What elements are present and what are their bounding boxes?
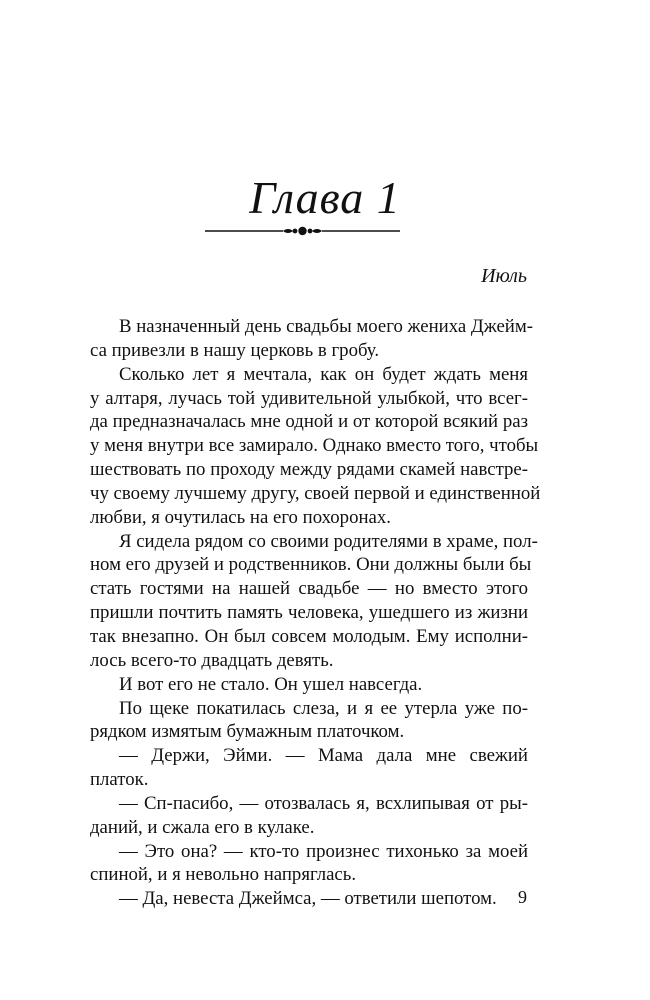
text-line: у меня внутри все замирало. Однако вместо того, чтобы (90, 435, 539, 457)
text-line: так внезапно. Он был совсем молодым. Ему исполни- (90, 625, 528, 647)
text-line: Я сидела рядом со своими родителями в храме, пол- (119, 530, 538, 552)
paragraph (90, 840, 528, 888)
paragraph (90, 697, 528, 745)
text-line: шествовать по проходу между рядами скамей навстре- (90, 459, 528, 481)
text-line: — Держи, Эйми. — Мама дала мне свежий (119, 745, 528, 767)
text-line: платок. (90, 769, 149, 791)
paragraph (90, 792, 528, 840)
text-line: лось всего-то двадцать девять. (90, 649, 334, 671)
date-heading: Июль (481, 265, 527, 287)
ornament-divider-icon (205, 224, 400, 238)
text-line: — Это она? — кто-то произнес тихонько за моей (119, 840, 528, 862)
paragraph (90, 363, 541, 530)
text-line: По щеке покатилась слеза, и я ее утерла уже по- (119, 697, 528, 719)
text-line: — Сп-пасибо, — отозвалась я, всхлипывая от ры- (119, 792, 528, 814)
text-line: у алтаря, лучась той удивительной улыбкой, что всег- (90, 387, 528, 409)
text-line: ном его друзей и родственников. Они должны были бы (90, 554, 532, 576)
text-line: пришли почтить память человека, ушедшего из жизни (90, 602, 528, 624)
body-text (90, 315, 541, 911)
text-line: стать гостями на нашей свадьбе — но вместо этого (90, 578, 528, 600)
paragraph (90, 315, 533, 363)
paragraph (90, 530, 538, 673)
paragraph (90, 673, 528, 697)
paragraph (90, 887, 528, 911)
paragraph (90, 744, 528, 792)
text-line: даний, и сжала его в кулаке. (90, 816, 315, 838)
text-line: любви, я очутилась на его похоронах. (90, 506, 391, 528)
text-line: Сколько лет я мечтала, как он будет ждать меня (119, 363, 528, 385)
text-line: рядком измятым бумажным платочком. (90, 721, 405, 743)
text-line: В назначенный день свадьбы моего жениха Джейм- (119, 316, 533, 337)
text-line: да предназначалась мне одной и от которой всякий раз (90, 411, 528, 433)
text-line: чу своему лучшему другу, своей первой и единственной (90, 482, 541, 504)
text-line: спиной, и я невольно напряглась. (90, 864, 357, 886)
chapter-title: Глава 1 (249, 172, 401, 223)
text-line: И вот его не стало. Он ушел навсегда. (119, 673, 423, 695)
text-line: — Да, невеста Джеймса, — ответили шепотом. (119, 888, 497, 910)
text-line: са привезли в нашу церковь в гробу. (90, 339, 380, 361)
page-number: 9 (518, 887, 527, 907)
